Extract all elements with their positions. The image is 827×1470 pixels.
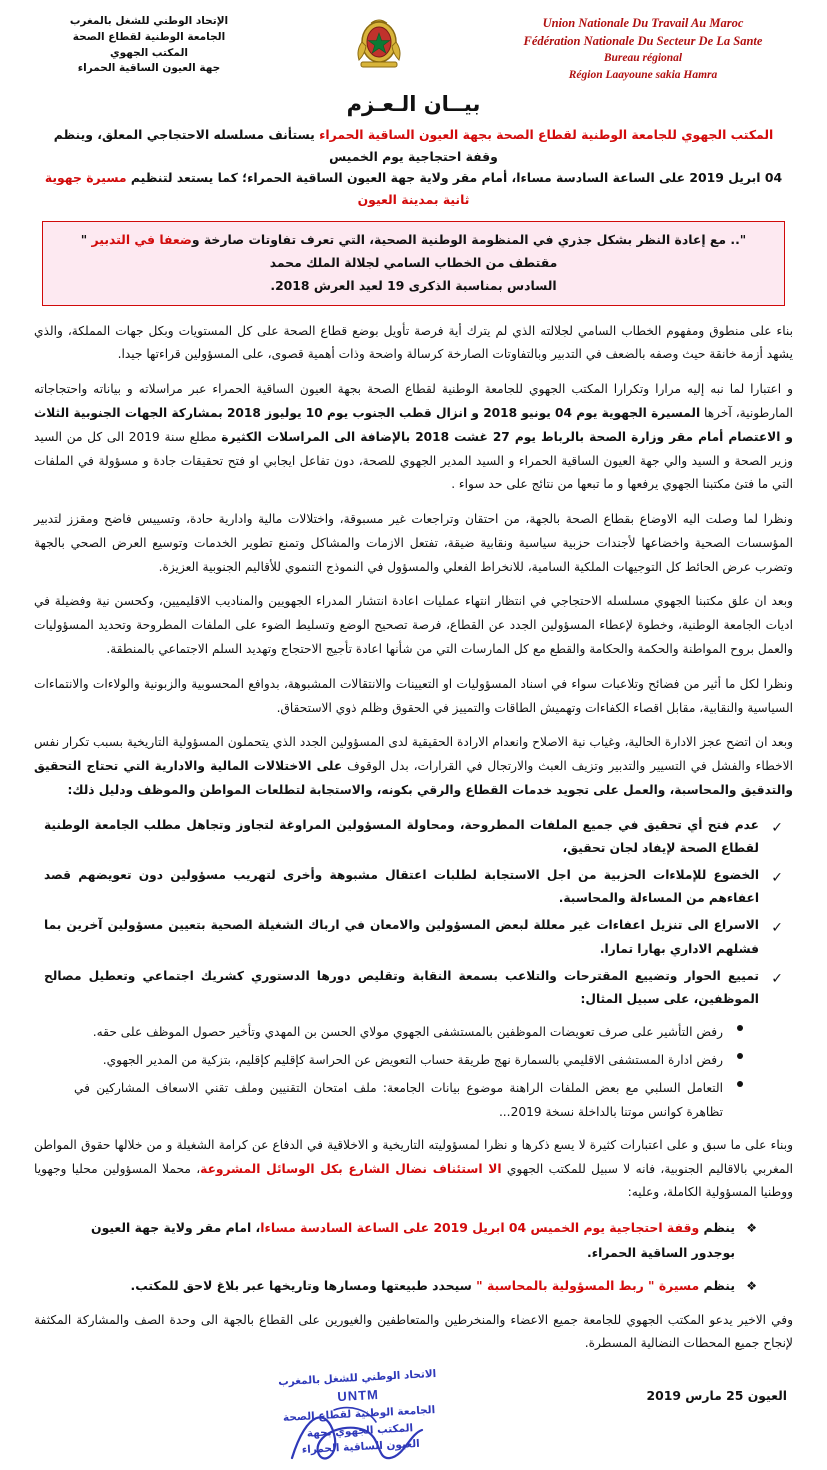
header-ar-line-4: جهة العيون الساقية الحمراء: [77, 62, 221, 75]
bullet-icon: [737, 1053, 743, 1059]
list-item-text: رفض ادارة المستشفى الاقليمي بالسمارة نهج طريقة حساب التعويض عن الحراسة كإقليم كإقليم، بتزكية من المدير الجهوي.: [102, 1053, 723, 1068]
decision-prefix: ينظم: [699, 1220, 735, 1236]
header-fr-line-1: Union Nationale Du Travail Au Maroc: [542, 16, 744, 30]
footer-date: العيون 25 مارس 2019: [646, 1388, 787, 1404]
list-item: [44, 864, 783, 910]
body-paragraph: ونظرا لما وصلت اليه الاوضاع بقطاع الصحة بالجهة، من احتقان وتراجعات غير مسبوقة، واختلالات مالية وادارية حادة، وتسييس فاضح ومقزز لتدبير المؤسسات الصحية واخضاعها لأجندات حزبية سياسية ونقابية ضيقة، تفتعل الازمات والمشاكل وتمنع تطوير الخدمات وتوسيع العرض الصحي بالجهة وتضرب عرض الحائط كل التوجيهات الملكية السامية، للانخراط الفعلي والمسؤول في النموذج التنموي للأقاليم الجنوبية العزيزة.: [34, 512, 793, 574]
header-ar-line-2: الجامعة الوطنية لقطاع الصحة: [72, 30, 226, 43]
quote-highlight: ضعفا في التدبير: [91, 231, 192, 247]
decision-highlight: وقفة احتجاجية يوم الخميس 04 ابريل 2019 على الساعة السادسة مساءا: [260, 1220, 700, 1236]
body-paragraph: بناء على منطوق ومفهوم الخطاب السامي لجلالته الذي لم يترك أية فرصة تأويل بوضع قطاع الصحة على كل المستويات وبكل جهات المملكة، والذي يشهد أزمة خانقة حيث وصفه بالضعف في التدبير وبالتفاوتات الصارخة كرسالة واضحة وذات أهمية قصوى، على المسؤولين قراءتها جيدا.: [34, 323, 793, 362]
decision-prefix: ينظم: [699, 1277, 735, 1293]
intro-line-1-suffix: يستأنف مسلسله الاحتجاجي المعلق، وينظم وقفة احتجاجية يوم الخميس: [53, 127, 498, 164]
header-french-org-block: [493, 14, 793, 84]
morocco-national-emblem-icon: [349, 16, 409, 72]
bullet-icon: [737, 1025, 743, 1031]
header-fr-line-3: Bureau régional: [603, 52, 683, 65]
document-body: [34, 320, 793, 1356]
decision-highlight: مسيرة " ربط المسؤولية بالمحاسبة ": [476, 1277, 700, 1293]
intro-line-1-highlight: العيون الساقية الحمراء: [319, 127, 459, 142]
document-footer: [34, 1370, 793, 1462]
check-icon: ✓: [771, 870, 783, 887]
body-paragraph: وبعد ان علق مكتبنا الجهوي مسلسله الاحتجاجي في انتظار انتهاء عمليات اعادة انتشار المدراء الجهويين والمناديب الاقليميين، وكحسن نية وفضيلة في اديات الجامعة الوطنية، وخطوة لإعطاء المسؤولين الجدد عن القطاع، فرصة تصحيح الوضع وتسليط الضوء على الملفات المطروحة وتحديد المسؤوليات والعمل بروح المواطنة والحكمة والحكامة والقطع مع كل المارسات التي من شأنها اعادة تأجيج الاحتجاج وتهديد السلم الاجتماعي بالمنطقة.: [34, 594, 793, 656]
check-icon: ✓: [771, 920, 783, 937]
intro-line-2: [40, 167, 787, 210]
document-header: [34, 14, 793, 86]
list-item: [44, 814, 783, 860]
check-icon: ✓: [771, 819, 783, 836]
body-paragraph: و اعتبارا لما نبه إليه مرارا وتكرارا المكتب الجهوي للجامعة الوطنية لقطاع الصحة بجهة العيون الساقية الحمراء عبر مراسلاته و بياناته واحتجاجاته المارطونية، آخرها المسيرة الجهوية يوم 04 يونيو 2018 و انزال قطب الجنوب يوم 10 يوليوز 2018 بمشاركة الجهات الجنوبية الثلاث و الاعتصام أمام مقر وزارة الصحة بالرباط يوم 27 غشت 2018 بالإضافة الى المراسلات الكثيرة مطلع سنة 2019 الى كل من السيد وزير الصحة و السيد والي جهة العيون الساقية الحمراء و السيد المدير الجهوي للصحة، دون تفاعل ايجابي او فتح تحقيقات جادة و مسؤولة في الملفات التي ما فتئ مكتبنا الجهوي يرفعها و ما تبعها من نتائج على حد سواء .: [34, 382, 794, 492]
evidence-check-list: [34, 814, 793, 1011]
final-paragraph: وفي الاخير يدعو المكتب الجهوي للجامعة جميع الاعضاء والمنخرطين والمتعاطفين والغيورين على القطاع بالجهة الى وحدة الصف والمشاركة المكثفة لإنجاح جميع المحطات النضالية المسطرة.: [34, 1312, 793, 1351]
list-item: [44, 965, 783, 1011]
header-ar-line-1: الإتحاد الوطني للشغل بالمغرب: [69, 15, 229, 27]
intro-line-2-highlight: مسيرة جهوية ثانية بمدينة العيون: [44, 170, 470, 208]
examples-bullet-list: [34, 1021, 793, 1124]
diamond-icon: ❖: [746, 1221, 757, 1236]
list-item-text: رفض التأشير على صرف تعويضات الموظفين بالمستشفى الجهوي مولاي الحسن بن المهدي وتأخير حصول الموظف على حقه.: [92, 1025, 723, 1040]
intro-line-1-prefix: المكتب الجهوي للجامعة الوطنية لقطاع الصحة بجهة: [458, 127, 774, 142]
list-item-text: الخضوع للإملاءات الحزبية من اجل الاستجابة لطلبات اعتقال مشبوهة وأخرى لتهريب مسؤولين دون تعويضهم قصد اعفاءهم من المساءلة والمحاسبة.: [44, 868, 760, 906]
list-item-text: التعامل السلبي مع بعض الملفات الراهنة موضوع بيانات الجامعة: ملف امتحان التقنيين وملف تقني الاسعاف المشاركين في تظاهرة كوانس موتنا بالداخلة نسخة 2019...: [74, 1081, 723, 1119]
list-item: [64, 1274, 757, 1299]
list-item-text: عدم فتح أي تحقيق في جميع الملفات المطروحة، ومحاولة المسؤولين المراوغة لتجاوز وتجاهل مطلب الجامعة الوطنية لقطاع الصحة لإيفاد لجان تحقيق،: [44, 817, 759, 855]
header-ar-line-3: المكتب الجهوي: [110, 46, 188, 59]
stamp-acronym: UNTM: [336, 1387, 380, 1405]
page-title: بيــان الـعـزم: [346, 92, 481, 116]
check-icon: ✓: [771, 970, 783, 987]
body-paragraph: وبعد ان اتضح عجز الادارة الحالية، وغياب نية الاصلاح وانعدام الارادة الحقيقية لدى المسؤولين الجدد الذي يتحملون المسؤولية التاريخية بسبب تكرار نفس الاخطاء والفشل في التسيير والتدبير وتزيف العبث والارتجال في القرارات، بدل الوقوف على الاختلالات المالية والادارية التي تحتاج التحقيق والتدقيق والمحاسبة، والعمل على تجويد خدمات القطاع والرقي بكونه، والاستجابة لتطلعات المواطن والموظف ودليل ذلك:: [34, 735, 793, 797]
intro-block: [40, 124, 787, 211]
header-fr-line-2: Fédération Nationale Du Secteur De La Sante: [523, 34, 763, 49]
list-item: [74, 1049, 723, 1072]
list-item: [74, 1077, 723, 1123]
list-item: [44, 914, 783, 960]
official-stamp: [232, 1364, 486, 1462]
intro-line-2-prefix: 04 ابريل 2019 على الساعة السادسة مساءا، أمام مقر ولاية جهة العيون الساقية الحمراء؛ كما يستعد لتنظيم: [126, 170, 783, 186]
decisions-list: [34, 1216, 793, 1298]
stamp-line-4: المكتب الجهوي بجهة: [306, 1421, 414, 1440]
list-item: [64, 1216, 757, 1266]
diamond-icon: ❖: [746, 1278, 757, 1293]
stamp-line-3: الجامعة الوطنية لقطاع الصحة: [282, 1404, 436, 1425]
quote-part-1: ".. مع إعادة النظر بشكل جذري في المنظومة الوطنية الصحية، التي تعرف تفاوتات صارخة و: [191, 231, 747, 247]
bullet-icon: [737, 1081, 743, 1087]
body-paragraph: ونظرا لكل ما أثير من فضائح وتلاعبات سواء في اسناد المسؤوليات او التعيينات والانتقالات المشبوهة، بدوافع المحسوبية والزبونية والولاءات والانتماءات السياسية والنقابية، مقابل اقصاء الكفاءات وتهميش الطاقات والتمييز في الحقوق وظلم ذوي الاستحقاق.: [34, 676, 793, 715]
royal-speech-quote: [42, 221, 785, 306]
list-item-text: الاسراع الى تنزيل اعفاءات غير معللة لبعض المسؤولين والامعان في ارباك الشغيلة الصحية بتعيين مسؤولين آخرين بما فشلهم الاداري بهارا تمارا.: [44, 918, 759, 956]
header-arabic-org-block: [34, 14, 264, 77]
list-item: [74, 1021, 723, 1044]
stamp-line-1: الاتحاد الوطني للشغل بالمغرب: [277, 1368, 437, 1389]
closing-paragraph: وبناء على ما سبق و على اعتبارات كثيرة لا يسع ذكرها و نظرا لمسؤوليته التاريخية و الاخلاقية في الدفاع عن كرامة الشغيلة و من خلالها حقوق المواطن المغربي بالاقاليم الجنوبية، فانه لا سبيل للمكتب الجهوي الا استئناف نضال الشارع بكل الوسائل المشروعة، محملا المسؤولين محليا وجهويا ووطنيا المسؤولية الكاملة، وعليه:: [34, 1137, 793, 1200]
quote-part-2: " مقتطف من الخطاب السامي لجلالة الملك محمد: [80, 231, 558, 270]
quote-line-2: السادس بمناسبة الذكرى 19 لعيد العرش 2018.: [270, 277, 557, 293]
intro-line-1: [40, 124, 787, 167]
decision-suffix: سيحدد طبيعتها ومسارها وتاريخها عبر بلاغ لاحق للمكتب.: [130, 1277, 477, 1293]
header-fr-line-4: Région Laayoune sakia Hamra: [568, 68, 718, 81]
stamp-line-5: العيون الساقية الحمراء: [301, 1437, 421, 1457]
list-item-text: تمييع الحوار وتضييع المقترحات والتلاعب بسمعة النقابة وتقليص دورها الدستوري كشريك اجتماعي وتعطيل مصالح الموظفين، على سبيل المثال:: [44, 968, 759, 1006]
decision-suffix: ، امام مقر ولاية جهة العيون بوجدور الساقية الحمراء.: [91, 1220, 735, 1260]
